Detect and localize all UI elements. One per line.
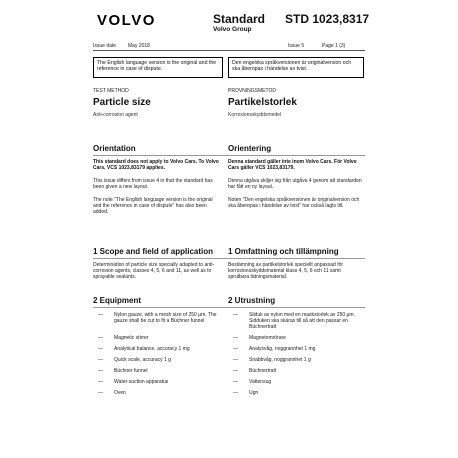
- document-subtitle-sv: Korrosionsskyddsmedel: [228, 112, 282, 118]
- orientation-heading-sv: Orientering: [228, 144, 272, 153]
- document-type: Standard: [213, 12, 266, 26]
- test-method-label: TEST METHOD: [93, 88, 129, 94]
- scope-text: Determination of particle size specially adapted to anti-corrosion agents, classes 4, 5, 6 and 11, as well as to sprayable sealants.: [93, 262, 215, 281]
- scope-rule: [93, 258, 365, 259]
- orientation-issue-change: This issue differs from issue 4 in that the standard has been given a new layout.: [93, 178, 213, 191]
- scope-heading: 1 Scope and field of application: [93, 247, 214, 256]
- orientation-applicability-sv: Denna standard gäller inte inom Volvo Cars. För Volvo Cars gäller VCS 1023,83179.: [228, 159, 357, 172]
- language-notice-sv: Den engelska språkversionen är originalversion och ska åberopas i händelse av tvist.: [228, 57, 364, 78]
- document-subtitle: Anti-corrosion agent: [93, 112, 138, 118]
- test-method-label-sv: PROVNINGSMETOD: [228, 88, 276, 94]
- standard-number: STD 1023,8317: [285, 12, 370, 26]
- header-divider: [93, 50, 365, 51]
- orientation-note-added-sv: Noten "Den engelska språkversionen är originalversion och ska åberopas i händelse av tvist" har också lagts till.: [228, 197, 360, 210]
- document-page: VOLVO Standard Volvo Group STD 1023,8317 Issue date May 2018 Issue 5 Page 1 (3) The English language version is the original and the reference in case of dispute. Den engelska språkversionen är originalversion och ska åberopas i händelse av tvist. TEST METHOD PROVNINGSMETOD Particle size Partikelstorlek Anti-corrosion agent Korrosionsskyddsmedel Orientation Orientering This standard does not apply to Volvo Cars. To Volvo Cars, VCS 1023,83179 applies. Denna standard gäller inte inom Volvo Cars. För Volvo Cars gäller VCS 1023,83179. This issue differs from issue 4 in that the standard has been given a new layout. Denna utgåva skiljer sig från utgåva 4 genom att standarden har fått en ny layout. The note "The English language version is the original and the reference in case of dispute" has also been added. Noten "Den engelska språkversionen är originalversion och ska åberopas i händelse av tvist" har också lagts till. 1 Scope and field of application 1 Omfattning och tillämpning Determination of particle size specially adapted to anti-corrosion agents, classes 4, 5, 6 and 11, as well as to sprayable sealants. Bestämning av partikelstorlek speciellt anpassad för korrosionsskyddsmaterial klass 4, 5, 6 och 11 samt sprutbara tätningsmaterial. 2 Equipment 2 Utrustning — Nylon gauze, with a mesh size of 250 µm. The gauze shall be cut to fit a Büchner funnel — Magnetic stirrer — Analytical balance, accuracy 1 mg — Quick scale, accuracy 1 g — Büchner funnel — Water-suction apparatus — Oven — Silduk av nylon med en maskstorlek av 250 µm. Sidduken ska skäras till så att den passar en Büchnertratt — Magnetomrörare — Analysvåg, noggrannhet 1 mg — Snabbvåg, noggrannhet 1 g — Büchnertratt — Vattensug — Ugn: [93, 12, 370, 396]
- orientation-rule: [93, 155, 365, 156]
- issue-date-value: May 2018: [128, 43, 150, 49]
- equipment-item: — Nylon gauze, with a mesh size of 250 µm. The gauze shall be cut to fit a Büchner funnel: [98, 312, 217, 325]
- scope-text-sv: Bestämning av partikelstorlek speciellt anpassad för korrosionsskyddsmaterial klass 4, 5, 6 och 11 samt sprutbara tätningsmaterial.: [228, 262, 344, 281]
- volvo-logo: VOLVO: [97, 12, 156, 29]
- scope-heading-sv: 1 Omfattning och tillämpning: [228, 247, 339, 256]
- equipment-heading-sv: 2 Utrustning: [228, 296, 276, 305]
- page-number: Page 1 (3): [322, 43, 346, 49]
- document-title: Particle size: [93, 97, 151, 108]
- equipment-heading: 2 Equipment: [93, 296, 142, 305]
- issue-number: Issue 5: [288, 43, 305, 49]
- orientation-heading: Orientation: [93, 144, 136, 153]
- orientation-issue-change-sv: Denna utgåva skiljer sig från utgåva 4 genom att standarden har fått en ny layout.: [228, 178, 362, 191]
- issue-date-label: Issue date: [93, 43, 117, 49]
- document-title-sv: Partikelstorlek: [228, 97, 297, 108]
- orientation-applicability: This standard does not apply to Volvo Cars. To Volvo Cars, VCS 1023,83179 applies.: [93, 159, 219, 172]
- equipment-rule: [93, 307, 365, 308]
- orientation-note-added: The note "The English language version is the original and the reference in case of dispute" has also been added.: [93, 197, 213, 216]
- equipment-item-sv: — Silduk av nylon med en maskstorlek av 250 µm. Sidduken ska skäras till så att den passar en Büchnertratt: [233, 312, 355, 331]
- language-notice-en: The English language version is the original and the reference in case of dispute.: [93, 57, 223, 78]
- company-group: Volvo Group: [213, 26, 252, 33]
